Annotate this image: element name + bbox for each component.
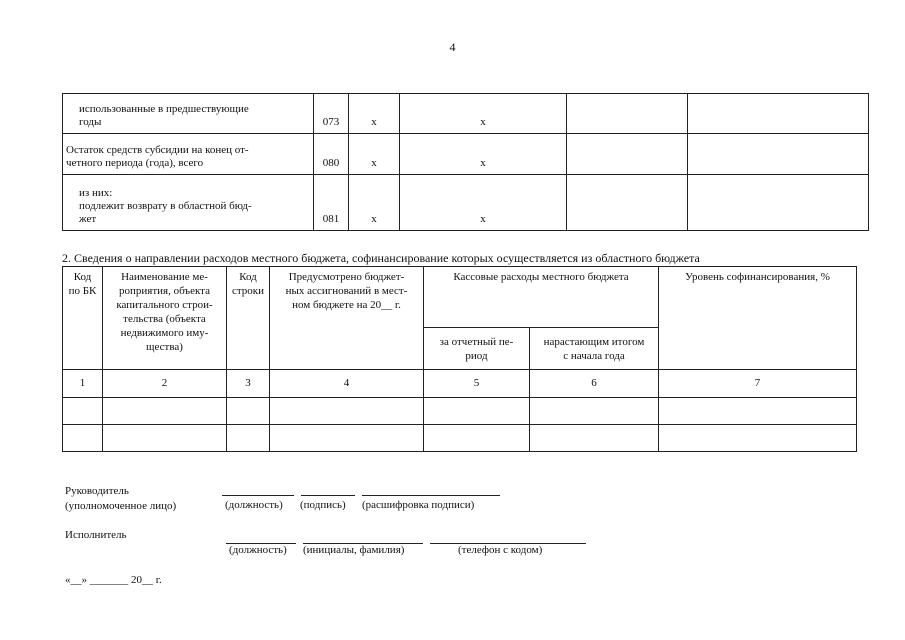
header-cumulative: нарастающим итогом с начала года	[530, 328, 659, 370]
empty-cell	[567, 175, 688, 231]
head-label: Руководитель	[65, 485, 129, 497]
exec-phone-caption: (телефон с кодом)	[458, 544, 543, 556]
empty-cell	[530, 398, 659, 425]
row-code: 081	[314, 175, 349, 231]
header-kod-stroki: Код строки	[227, 267, 270, 370]
empty-cell	[227, 425, 270, 452]
table-row	[63, 134, 869, 175]
column-number: 2	[103, 370, 227, 398]
empty-cell	[424, 425, 530, 452]
table-row	[63, 425, 857, 452]
position-line	[222, 495, 294, 496]
empty-cell	[63, 398, 103, 425]
table-row	[63, 175, 869, 231]
signature-line	[301, 495, 355, 496]
empty-cell	[659, 425, 857, 452]
empty-cell	[659, 398, 857, 425]
empty-cell	[688, 175, 869, 231]
row-name: из них: подлежит возврату в областной бюд- жет	[63, 175, 314, 231]
row-name: Остаток средств субсидии на конец от- четного периода (года), всего	[63, 134, 314, 175]
empty-cell	[270, 425, 424, 452]
date-line: «__» _______ 20__ г.	[65, 574, 162, 586]
empty-cell	[688, 94, 869, 134]
header-period: за отчетный пе- риод	[424, 328, 530, 370]
empty-cell	[227, 398, 270, 425]
empty-cell	[424, 398, 530, 425]
column-number: 1	[63, 370, 103, 398]
head-decoding-caption: (расшифровка подписи)	[362, 499, 475, 511]
exec-position-caption: (должность)	[229, 544, 287, 556]
head-signature-caption: (подпись)	[300, 499, 346, 511]
header-kod-bk: Код по БК	[63, 267, 103, 370]
head-sub-label: (уполномоченное лицо)	[65, 500, 177, 512]
empty-cell	[530, 425, 659, 452]
cell-x: x	[400, 134, 567, 175]
header-row	[63, 267, 857, 328]
head-position-caption: (должность)	[225, 499, 283, 511]
cell-x: x	[400, 94, 567, 134]
column-number: 4	[270, 370, 424, 398]
header-planned: Предусмотрено бюджет- ных ассигнований в мест- ном бюджете на 20__ г.	[270, 267, 424, 370]
empty-cell	[567, 94, 688, 134]
cell-x: x	[349, 175, 400, 231]
column-number: 5	[424, 370, 530, 398]
empty-cell	[688, 134, 869, 175]
row-name: использованные в предшествующие годы	[63, 94, 314, 134]
subsidy-balance-table	[62, 93, 869, 231]
section-title: 2. Сведения о направлении расходов местного бюджета, софинансирование которых осуществляется из областного бюджета	[62, 251, 700, 265]
column-number: 3	[227, 370, 270, 398]
table-row	[63, 398, 857, 425]
header-level: Уровень софинансирования, %	[659, 267, 857, 370]
empty-cell	[270, 398, 424, 425]
decoding-line	[362, 495, 500, 496]
row-code: 073	[314, 94, 349, 134]
empty-cell	[103, 398, 227, 425]
cell-x: x	[349, 94, 400, 134]
header-cash: Кассовые расходы местного бюджета	[424, 267, 659, 328]
empty-cell	[103, 425, 227, 452]
cofinancing-table	[62, 266, 857, 452]
column-number-row	[63, 370, 857, 398]
cell-x: x	[349, 134, 400, 175]
table-row	[63, 94, 869, 134]
column-number: 6	[530, 370, 659, 398]
empty-cell	[63, 425, 103, 452]
cell-x: x	[400, 175, 567, 231]
row-code: 080	[314, 134, 349, 175]
empty-cell	[567, 134, 688, 175]
executor-label: Исполнитель	[65, 529, 127, 541]
header-name: Наименование ме- роприятия, объекта капитального строи- тельства (объекта недвижимого иму- щества)	[103, 267, 227, 370]
page-number: 4	[449, 40, 456, 54]
column-number: 7	[659, 370, 857, 398]
exec-name-caption: (инициалы, фамилия)	[303, 544, 405, 556]
